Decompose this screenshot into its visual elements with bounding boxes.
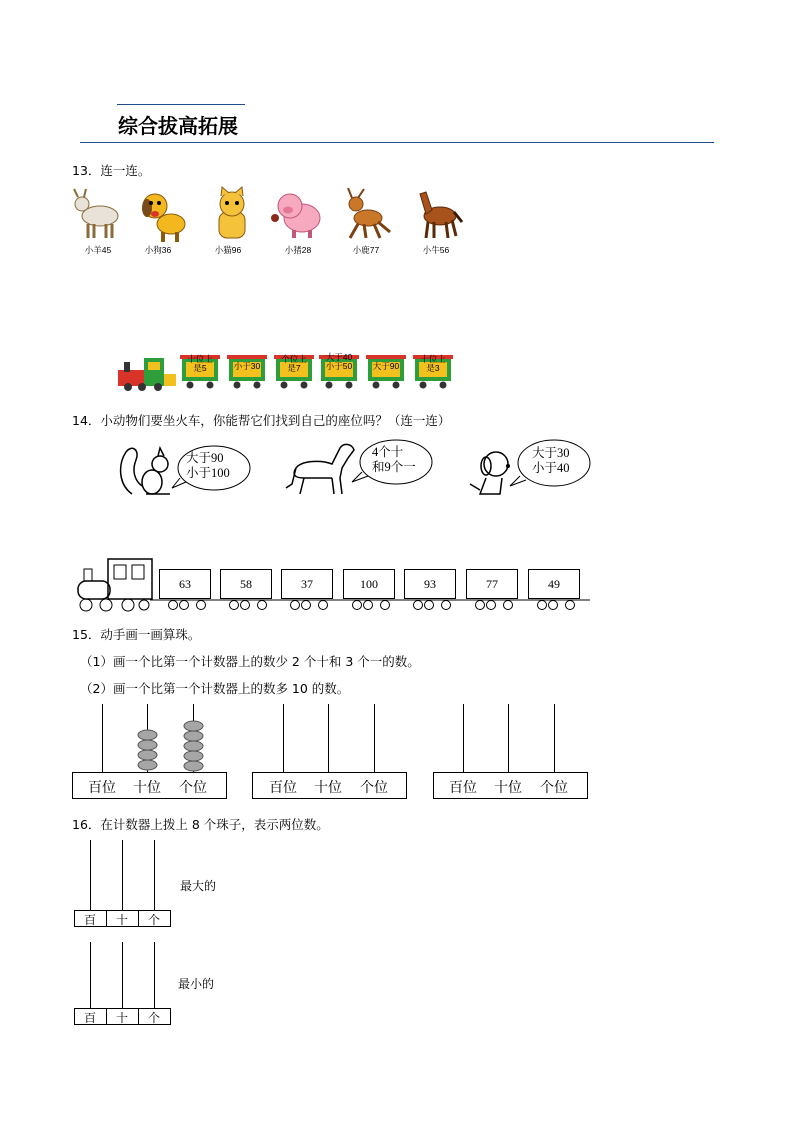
label-hundreds: 百位: [449, 779, 477, 795]
train-seat-car: [159, 569, 211, 599]
train-wheels: [150, 597, 590, 611]
label-ones: 个位: [540, 779, 568, 795]
q15-prompt: 15．动手画一画算珠。: [72, 627, 201, 642]
animal-label: 小猪28: [284, 245, 312, 255]
train-seat-car: [404, 569, 456, 599]
train-car: [413, 355, 453, 387]
abacus-rod: [90, 942, 91, 1009]
abacus-rod: [283, 704, 284, 772]
pig-icon: [270, 186, 324, 242]
bubble-line1: 4个十: [372, 445, 404, 459]
train-car-line2: 是7: [287, 363, 301, 373]
train-car: [366, 355, 406, 387]
squirrel-icon: [118, 444, 178, 500]
abacus-rod: [374, 704, 375, 772]
seat-number: 77: [486, 577, 498, 591]
train-seat-car: [281, 569, 333, 599]
deer-icon: [340, 186, 394, 242]
train-car-line1: 个位上: [281, 354, 307, 364]
train-car: [319, 352, 359, 387]
train-car-line2: 是5: [193, 363, 207, 373]
abacus-rod: [463, 704, 464, 772]
train-seat-car: [343, 569, 395, 599]
locomotive-outline-icon: [72, 555, 156, 613]
abacus-rod: [102, 704, 103, 772]
animal-label: 小狗36: [144, 245, 172, 255]
section-rule: [80, 142, 714, 143]
dog-icon: [137, 188, 191, 244]
seat-number: 49: [548, 577, 560, 591]
train-car: [180, 355, 220, 387]
label-ones: 个位: [360, 779, 388, 795]
train-seat-car: [220, 569, 272, 599]
train-car: [227, 355, 267, 387]
q13-prompt: 13．连一连。: [72, 163, 151, 178]
animal-label: 小牛56: [422, 245, 450, 255]
section-top-rule: [117, 104, 245, 105]
abacus-rod: [154, 942, 155, 1009]
abacus-rod: [508, 704, 509, 772]
train-seat-car: [466, 569, 518, 599]
animal-label: 小猫96: [214, 245, 242, 255]
seat-number: 100: [360, 577, 378, 591]
horse-outline-icon: [282, 438, 358, 500]
q15-sub2: （2）画一个比第一个计数器上的数多 10 的数。: [80, 681, 350, 696]
animal-label: 小鹿77: [352, 245, 380, 255]
animal-label: 小羊45: [84, 245, 112, 255]
ones-beads: [181, 720, 206, 774]
train-car-line1: 十位上: [187, 354, 213, 364]
train-car-line1: 大于90: [372, 361, 400, 371]
bubble-line2: 小于40: [532, 461, 570, 475]
tens-beads: [135, 728, 160, 774]
seat-number: 37: [301, 577, 313, 591]
seat-number: 63: [179, 577, 191, 591]
label-hundreds: 百位: [269, 779, 297, 795]
abacus-rod: [90, 840, 91, 911]
seat-number: 93: [424, 577, 436, 591]
label-ones: 个位: [179, 779, 207, 795]
label-ones: 个: [147, 913, 160, 927]
label-tens: 十位: [133, 779, 161, 795]
bubble-line2: 和9个一: [372, 460, 416, 474]
section-title: 综合拔高拓展: [118, 114, 238, 138]
label-tens: 十位: [494, 779, 522, 795]
q16-prompt: 16．在计数器上拨上 8 个珠子，表示两位数。: [72, 817, 329, 832]
train-car-line1: 小于30: [233, 361, 261, 371]
q14-prompt: 14．小动物们要坐火车，你能帮它们找到自己的座位吗？（连一连）: [72, 413, 451, 428]
label-tens: 十: [115, 1011, 128, 1025]
abacus-rod: [154, 840, 155, 911]
train-car-line1: 大于40: [325, 352, 353, 362]
locomotive-icon: [114, 356, 178, 392]
label-tens: 十位: [314, 779, 342, 795]
train-seat-car: [528, 569, 580, 599]
bubble-line2: 小于100: [186, 466, 230, 480]
bubble-line1: 大于90: [186, 451, 224, 465]
goat-icon: [70, 186, 124, 242]
abacus-rod: [328, 704, 329, 772]
abacus-rod: [122, 840, 123, 911]
label-ones: 个: [147, 1011, 160, 1025]
train-car-line2: 小于50: [325, 361, 353, 371]
abacus-rod: [122, 942, 123, 1009]
smallest-label: 最小的: [178, 977, 215, 991]
seat-number: 58: [240, 577, 252, 591]
label-hundreds: 百: [83, 913, 96, 927]
abacus-rod: [554, 704, 555, 772]
label-hundreds: 百: [83, 1011, 96, 1025]
train-car-line1: 十位上: [420, 354, 446, 364]
label-hundreds: 百位: [88, 779, 116, 795]
label-tens: 十: [115, 913, 128, 927]
train-car: [274, 355, 314, 387]
q15-sub1: （1）画一个比第一个计数器上的数少 2 个十和 3 个一的数。: [80, 654, 420, 669]
cat-icon: [205, 186, 259, 242]
train-car-line2: 是3: [426, 363, 440, 373]
bubble-line1: 大于30: [532, 446, 570, 460]
horse-icon: [410, 186, 464, 242]
largest-label: 最大的: [180, 879, 217, 893]
